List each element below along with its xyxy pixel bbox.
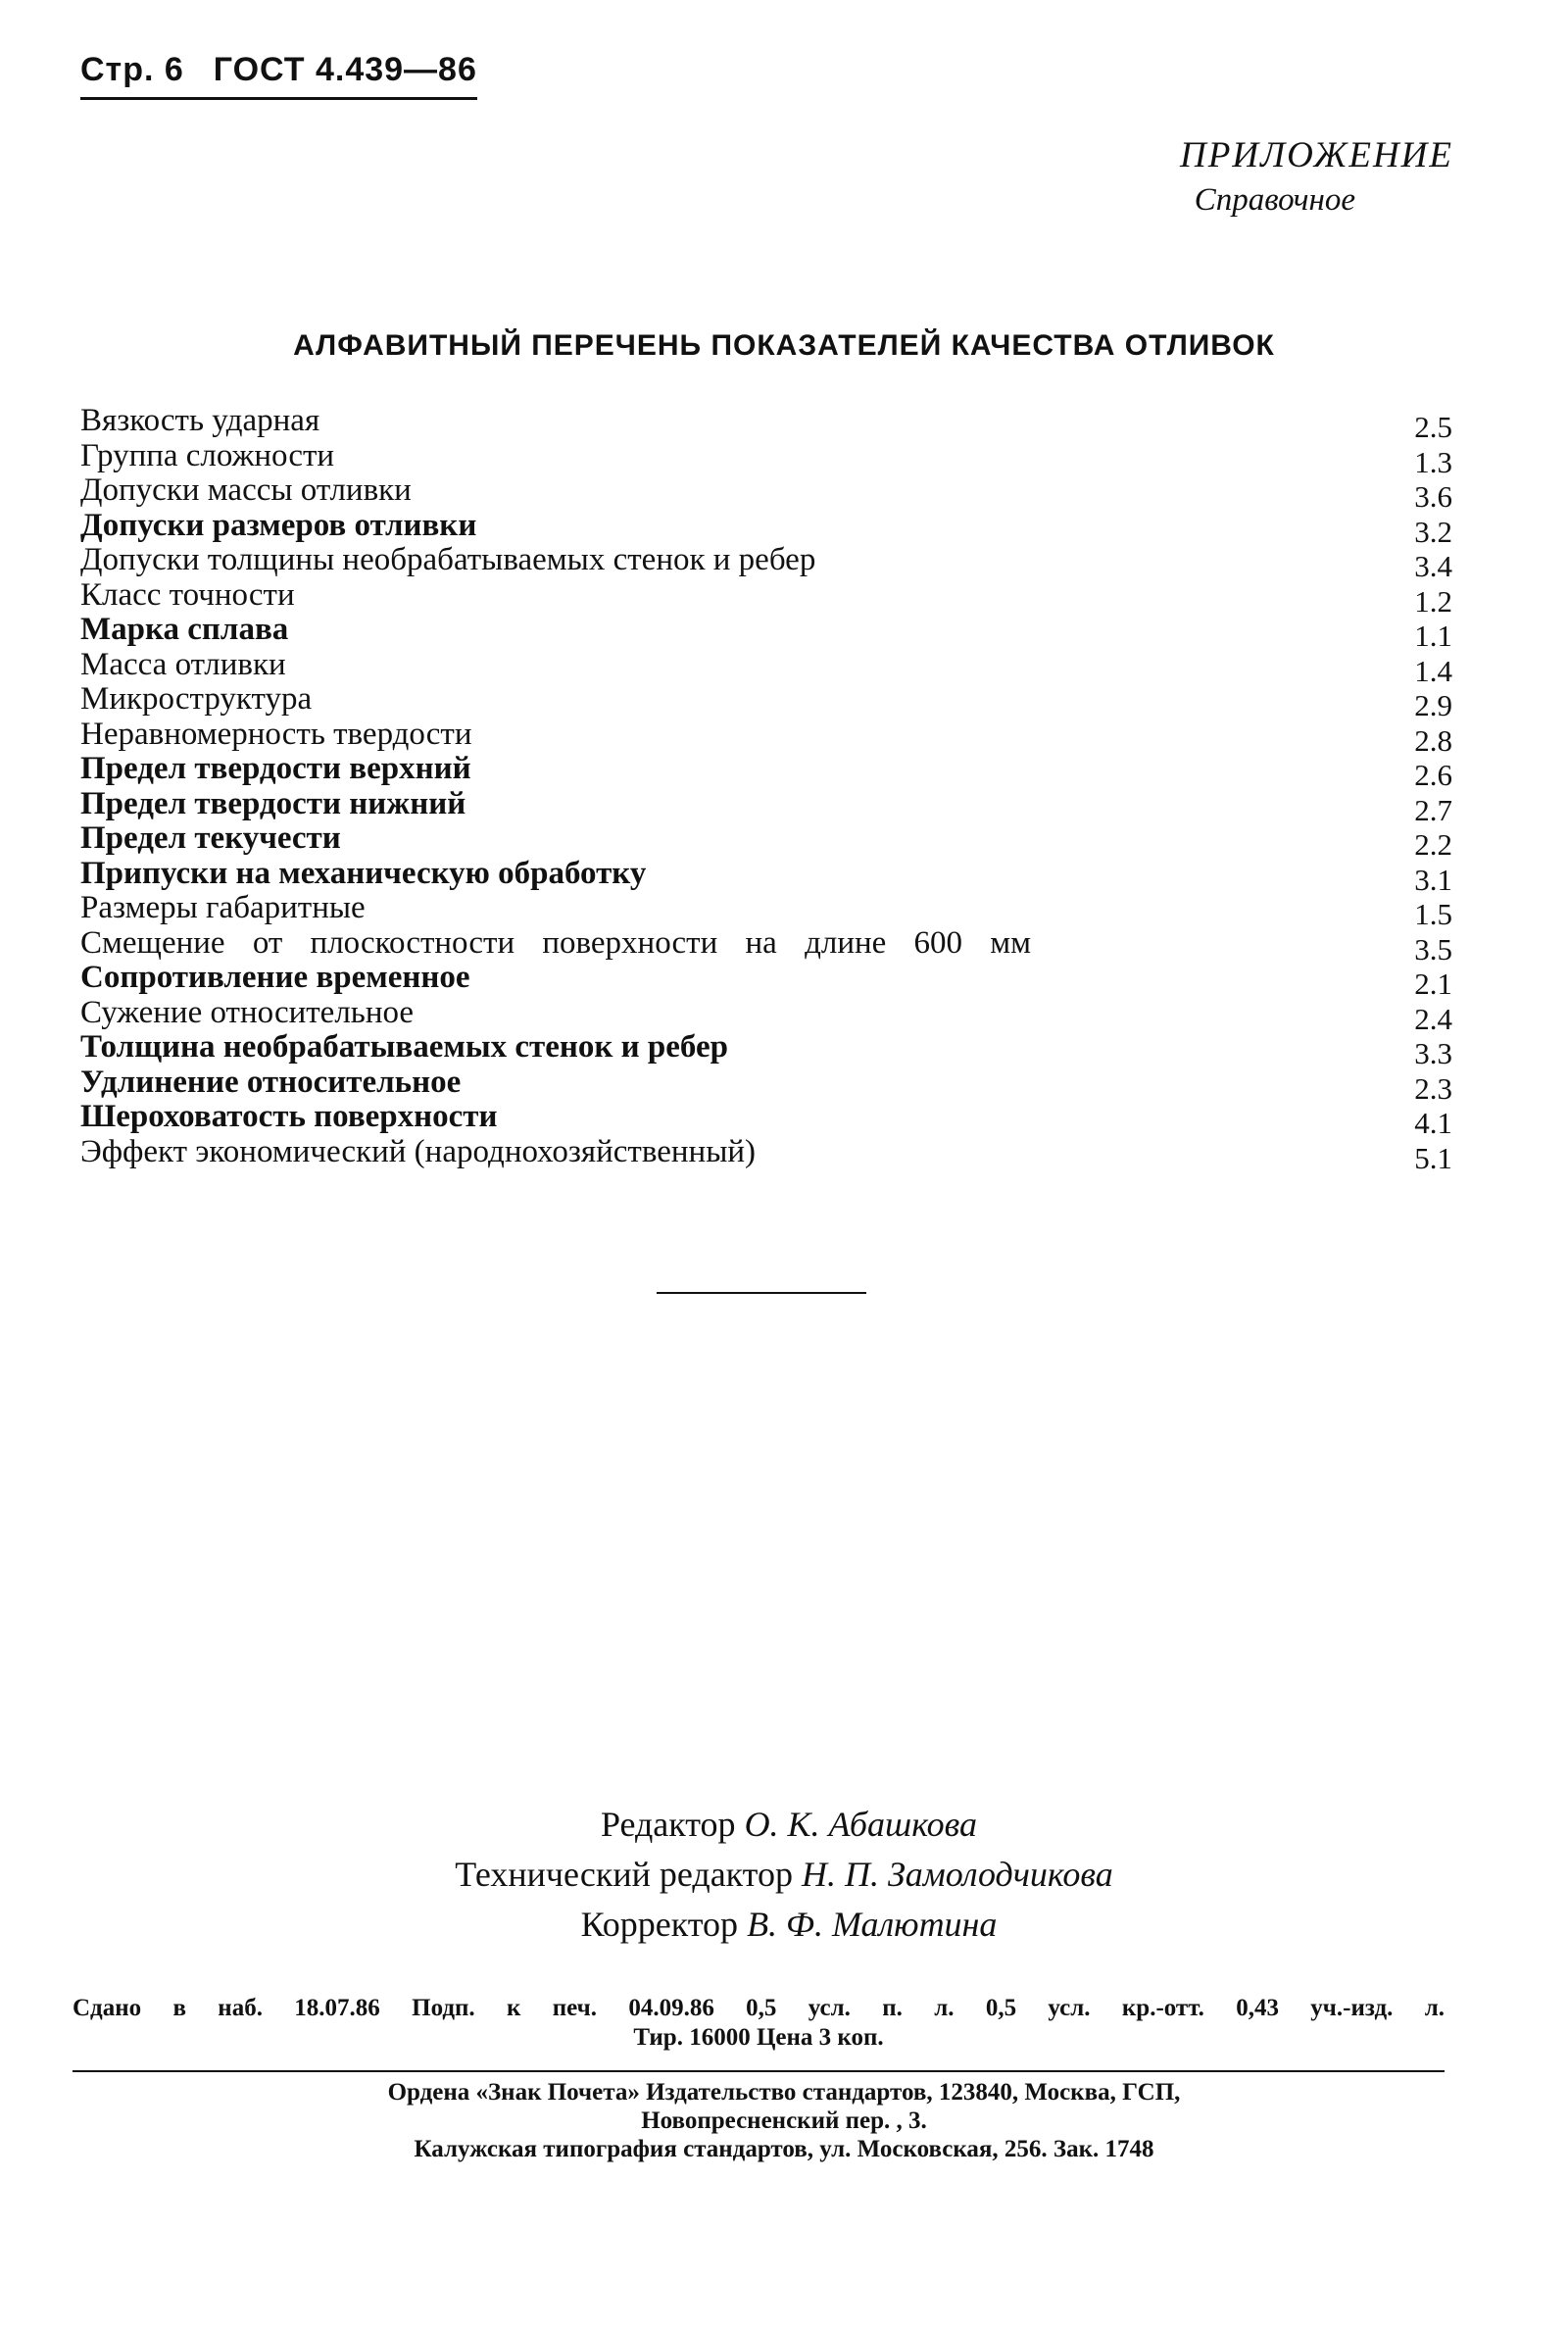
index-term: Предел твердости верхний — [80, 751, 471, 786]
list-item — [80, 472, 1452, 514]
list-item — [80, 924, 1452, 967]
index-ref: 2.6 — [1414, 758, 1452, 792]
list-item — [80, 612, 1452, 653]
list-item — [80, 716, 1452, 758]
list-item — [80, 576, 1452, 619]
list-item — [80, 1064, 1452, 1106]
index-ref: 2.8 — [1414, 722, 1452, 758]
index-term: Допуски размеров отливки — [80, 507, 477, 543]
list-item — [80, 820, 1452, 862]
appendix-title: ПРИЛОЖЕНИЕ — [1180, 135, 1453, 175]
index-ref: 2.9 — [1414, 688, 1452, 722]
list-item — [80, 751, 1452, 792]
index-term: Смещение от плоскостности поверхности на длине 600 мм — [80, 924, 1032, 961]
imprint-line: Тир. 16000 Цена 3 коп. — [633, 2024, 884, 2051]
index-term: Класс точности — [80, 576, 295, 613]
publisher-line: Новопресненский пер. , 3. — [641, 2107, 927, 2134]
index-ref: 2.7 — [1414, 792, 1452, 827]
index-ref: 1.2 — [1414, 583, 1452, 619]
editor-role: Редактор — [600, 1805, 736, 1844]
editor-name: О. К. Абашкова — [744, 1805, 978, 1844]
list-title: АЛФАВИТНЫЙ ПЕРЕЧЕНЬ ПОКАЗАТЕЛЕЙ КАЧЕСТВА ОТЛИВОК — [293, 329, 1275, 362]
index-ref: 2.4 — [1414, 1001, 1452, 1036]
list-item — [80, 403, 1452, 444]
index-list — [80, 403, 1452, 1175]
index-term: Масса отливки — [80, 646, 286, 682]
index-term: Припуски на механическую обработку — [80, 855, 647, 891]
index-term: Сужение относительное — [80, 994, 415, 1030]
index-term: Удлинение относительное — [80, 1064, 462, 1100]
index-term: Шероховатость поверхности — [80, 1099, 498, 1134]
section-divider — [657, 1292, 866, 1294]
index-ref: 5.1 — [1414, 1140, 1452, 1175]
credits-block — [0, 1800, 1568, 1950]
list-item — [80, 1133, 1452, 1175]
standard-number: ГОСТ 4.439—86 — [213, 51, 477, 88]
index-term: Эффект экономический (народнохозяйственный) — [80, 1133, 757, 1169]
list-item — [80, 437, 1452, 479]
list-item — [80, 646, 1452, 688]
editor-line — [0, 1800, 1568, 1850]
appendix-label — [1180, 133, 1453, 222]
publisher-block — [0, 2078, 1568, 2163]
imprint-line: Сдано в наб. 18.07.86 Подп. к печ. 04.09.86 0,5 усл. п. л. 0,5 усл. кр.-отт. 0,43 уч.-изд. л. — [73, 1995, 1445, 2021]
index-ref: 2.1 — [1414, 967, 1452, 1001]
index-term: Допуски массы отливки — [80, 472, 412, 508]
tech-editor-role: Технический редактор — [455, 1855, 793, 1894]
list-item — [80, 1099, 1452, 1140]
index-ref: 1.3 — [1414, 444, 1452, 479]
imprint-rule — [73, 2070, 1445, 2072]
index-ref: 2.2 — [1414, 827, 1452, 862]
appendix-subtitle: Справочное — [1194, 182, 1355, 218]
index-term: Толщина необрабатываемых стенок и ребер — [80, 1029, 728, 1065]
index-ref: 2.5 — [1414, 410, 1452, 444]
index-ref: 3.2 — [1414, 514, 1452, 549]
index-term: Группа сложности — [80, 437, 335, 473]
list-item — [80, 681, 1452, 722]
list-item — [80, 507, 1452, 549]
index-ref: 1.1 — [1414, 619, 1452, 653]
index-ref: 1.5 — [1414, 897, 1452, 931]
index-ref: 2.3 — [1414, 1070, 1452, 1106]
list-item — [80, 890, 1452, 931]
corrector-name: В. Ф. Малютина — [747, 1905, 998, 1944]
publisher-line: Ордена «Знак Почета» Издательство стандартов, 123840, Москва, ГСП, — [387, 2079, 1181, 2106]
index-ref: 3.6 — [1414, 479, 1452, 514]
publisher-line: Калужская типография стандартов, ул. Московская, 256. Зак. 1748 — [414, 2136, 1154, 2162]
imprint-block — [73, 1994, 1445, 2053]
list-item — [80, 542, 1452, 583]
index-ref: 3.5 — [1414, 931, 1452, 967]
index-term: Вязкость ударная — [80, 403, 320, 438]
index-ref: 4.1 — [1414, 1106, 1452, 1140]
index-term: Предел твердости нижний — [80, 785, 466, 821]
list-item — [80, 785, 1452, 827]
list-item — [80, 855, 1452, 897]
index-term: Сопротивление временное — [80, 960, 470, 995]
index-term: Допуски толщины необрабатываемых стенок и ребер — [80, 542, 816, 577]
index-ref: 1.4 — [1414, 653, 1452, 688]
tech-editor-line — [0, 1850, 1568, 1900]
list-item — [80, 960, 1452, 1001]
index-ref: 3.4 — [1414, 549, 1452, 583]
running-header — [80, 51, 477, 100]
tech-editor-name: Н. П. Замолодчикова — [801, 1855, 1113, 1894]
list-item — [80, 1029, 1452, 1070]
index-ref: 3.1 — [1414, 862, 1452, 897]
index-term: Предел текучести — [80, 820, 341, 856]
index-term: Микроструктура — [80, 681, 313, 717]
index-term: Размеры габаритные — [80, 890, 366, 925]
page-number: Стр. 6 — [80, 51, 184, 88]
index-term: Марка сплава — [80, 612, 289, 647]
index-ref: 3.3 — [1414, 1036, 1452, 1070]
list-item — [80, 994, 1452, 1036]
corrector-role: Корректор — [580, 1905, 739, 1944]
index-term: Неравномерность твердости — [80, 716, 472, 752]
corrector-line — [0, 1900, 1568, 1950]
